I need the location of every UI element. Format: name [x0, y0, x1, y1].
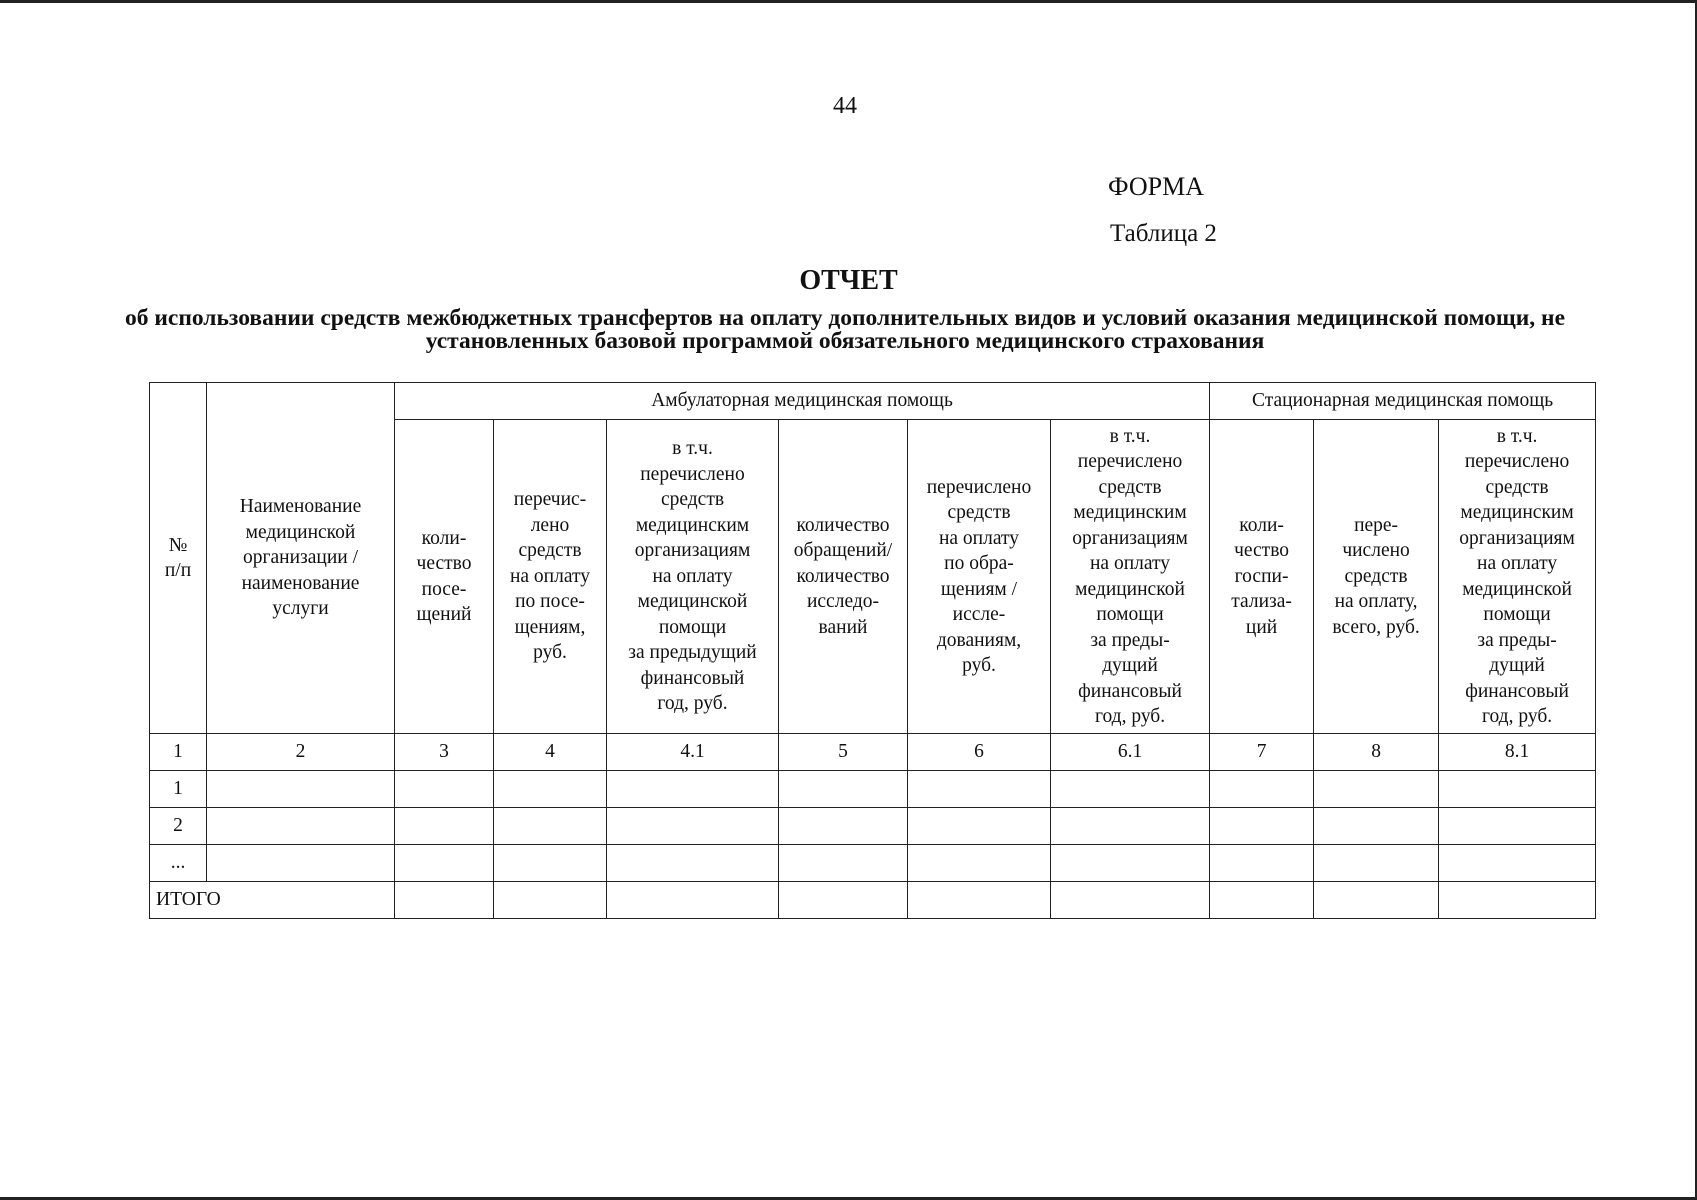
table-cell	[607, 808, 779, 845]
table-row	[150, 808, 1596, 845]
table-cell	[1314, 771, 1439, 808]
report-table	[149, 382, 1596, 919]
table-cell	[1051, 808, 1210, 845]
table-row	[150, 845, 1596, 882]
column-number: 1	[150, 734, 207, 771]
table-cell	[1210, 882, 1314, 919]
table-cell	[1210, 845, 1314, 882]
table-cell	[395, 882, 494, 919]
table-cell	[779, 771, 908, 808]
column-number: 4	[494, 734, 607, 771]
column-number: 5	[779, 734, 908, 771]
col-header-hospital-paid: пере- числено средств на оплату, всего, руб.	[1314, 420, 1439, 734]
group-header-inpatient: Стационарная медицинская помощь	[1210, 383, 1596, 420]
table-cell	[1314, 882, 1439, 919]
table-cell	[1210, 808, 1314, 845]
col-header-visits-prev-year: в т.ч. перечислено средств медицинским организациям на оплату медицинской помощи за предыдущий финансовый год, руб.	[607, 420, 779, 734]
table-cell	[607, 845, 779, 882]
table-cell	[395, 808, 494, 845]
table-cell	[1314, 845, 1439, 882]
col-header-number: № п/п	[150, 383, 207, 734]
table-cell	[908, 771, 1051, 808]
column-number: 8.1	[1439, 734, 1596, 771]
table-cell	[908, 882, 1051, 919]
table-cell	[1314, 808, 1439, 845]
table-cell	[207, 808, 395, 845]
row-number: 1	[150, 771, 207, 808]
col-header-appeals-count: количество обращений/ количество исследо- ваний	[779, 420, 908, 734]
column-number: 7	[1210, 734, 1314, 771]
col-header-hospitalizations-count: коли- чество госпи- тализа- ций	[1210, 420, 1314, 734]
col-header-visits-paid: перечис- лено средств на оплату по посе- щениям, руб.	[494, 420, 607, 734]
total-label: ИТОГО	[150, 882, 395, 919]
col-header-visits-count: коли- чество посе- щений	[395, 420, 494, 734]
table-cell	[1210, 771, 1314, 808]
table-cell	[494, 808, 607, 845]
form-label: ФОРМА	[1108, 172, 1204, 201]
table-cell	[395, 771, 494, 808]
col-header-organization: Наименование медицинской организации / наименование услуги	[207, 383, 395, 734]
table-cell	[1051, 882, 1210, 919]
table-cell	[908, 808, 1051, 845]
table-cell	[207, 771, 395, 808]
col-header-appeals-prev-year: в т.ч. перечислено средств медицинским организациям на оплату медицинской помощи за преды- дущий финансовый год, руб.	[1051, 420, 1210, 734]
report-subtitle: об использовании средств межбюджетных трансфертов на оплату дополнительных видов и условий оказания медицинской помощи, не установленных базовой программой обязательного медицинского страхования	[124, 305, 1566, 354]
table-cell	[1051, 771, 1210, 808]
table-cell	[1439, 845, 1596, 882]
table-cell	[779, 808, 908, 845]
table-cell	[395, 845, 494, 882]
table-cell	[607, 882, 779, 919]
table-cell	[779, 845, 908, 882]
col-header-appeals-paid: перечислено средств на оплату по обра- щениям / иссле- дованиям, руб.	[908, 420, 1051, 734]
table-cell	[494, 845, 607, 882]
table-cell	[207, 845, 395, 882]
table-row	[150, 771, 1596, 808]
column-number: 8	[1314, 734, 1439, 771]
column-number: 2	[207, 734, 395, 771]
table-cell	[494, 771, 607, 808]
table-group-header-row	[150, 383, 1596, 420]
column-number: 6	[908, 734, 1051, 771]
column-number: 3	[395, 734, 494, 771]
table-cell	[1051, 845, 1210, 882]
page-number: 44	[833, 93, 857, 119]
table-column-numbers-row	[150, 734, 1596, 771]
table-total-row	[150, 882, 1596, 919]
row-number: 2	[150, 808, 207, 845]
table-cell	[607, 771, 779, 808]
column-number: 6.1	[1051, 734, 1210, 771]
row-number: ...	[150, 845, 207, 882]
report-title: ОТЧЕТ	[799, 265, 898, 296]
table-label: Таблица 2	[1110, 220, 1217, 247]
table-cell	[908, 845, 1051, 882]
table-cell	[779, 882, 908, 919]
table-cell	[1439, 771, 1596, 808]
table-cell	[1439, 808, 1596, 845]
table-cell	[1439, 882, 1596, 919]
group-header-ambulatory: Амбулаторная медицинская помощь	[395, 383, 1210, 420]
column-number: 4.1	[607, 734, 779, 771]
table-cell	[494, 882, 607, 919]
col-header-hospital-prev-year: в т.ч. перечислено средств медицинским организациям на оплату медицинской помощи за преды- дущий финансовый год, руб.	[1439, 420, 1596, 734]
